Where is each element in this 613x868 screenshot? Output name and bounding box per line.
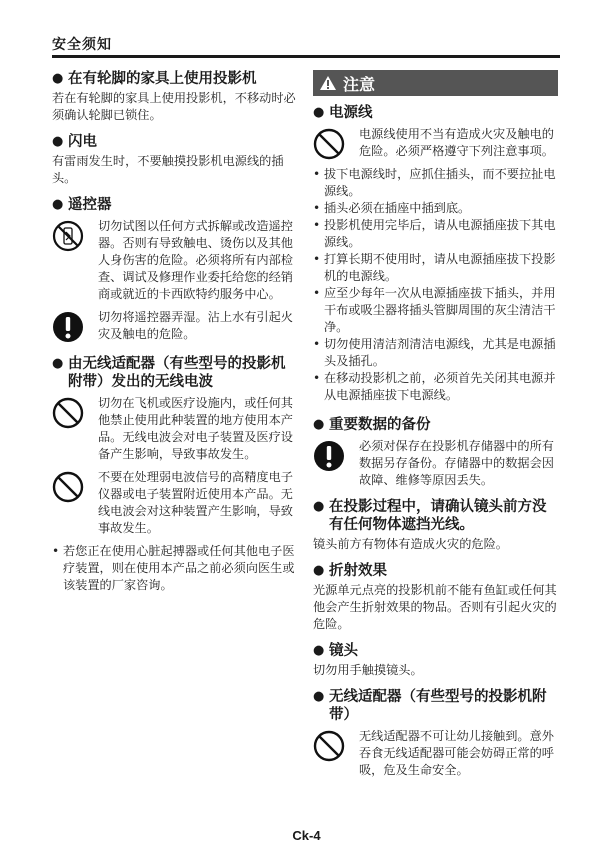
warning-row (52, 309, 297, 343)
bullet-icon: ● (313, 417, 325, 432)
exclamation-icon (313, 438, 355, 472)
prohibited-icon (52, 395, 94, 429)
section-heading: ● 遥控器 (52, 197, 112, 213)
section-heading: ● 在投影过程中，请确认镜头前方没有任何物体遮挡光线。 (313, 499, 547, 533)
warning-row (52, 218, 297, 303)
list-item: • 打算长期不使用时，请从电源插座拔下投影机的电源线。 (313, 251, 558, 285)
bullet-icon: ● (313, 689, 325, 704)
section-heading: ● 无线适配器（有些型号的投影机附带） (313, 689, 547, 723)
section-text: 镜头前方有物体有造成火灾的危险。 (313, 537, 508, 551)
bullet-icon: ● (52, 356, 64, 371)
bullet-icon: ● (52, 197, 64, 212)
warning-row (313, 728, 558, 779)
section-lens-obstruct (313, 498, 558, 553)
list-item: • 拔下电源线时，应抓住插头，而不要拉扯电源线。 (313, 166, 558, 200)
prohibited-icon (52, 469, 94, 503)
list-item: • 在移动投影机之前，必须首先关闭其电源并从电源插座拔下电源线。 (313, 370, 558, 404)
section-heading: ● 由无线适配器（有些型号的投影机附带）发出的无线电波 (52, 356, 286, 390)
section-lens (313, 642, 558, 679)
note-list (52, 543, 297, 594)
header-rule (52, 55, 560, 58)
power-cord-list (313, 166, 558, 404)
section-adapter (313, 688, 558, 779)
bullet-icon: ● (52, 134, 64, 149)
section-text: 有雷雨发生时，不要触摸投影机电源线的插头。 (52, 154, 284, 185)
section-casters (52, 70, 297, 124)
no-disassemble-icon (52, 218, 94, 252)
prohibited-icon (313, 728, 355, 762)
list-item: • 切勿使用清洁剂清洁电源线，尤其是电源插头及插孔。 (313, 336, 558, 370)
prohibited-icon (313, 126, 355, 160)
left-column (52, 70, 297, 603)
section-backup (313, 416, 558, 489)
section-remote (52, 196, 297, 343)
section-text: 若在有轮脚的家具上使用投影机，不移动时必须确认轮脚已锁住。 (52, 91, 296, 122)
bullet-icon: ● (52, 71, 64, 86)
section-heading: ● 电源线 (313, 105, 373, 121)
section-heading: ● 闪电 (52, 134, 97, 150)
bullet-icon: ● (313, 643, 325, 658)
list-item: • 插头必须在插座中插到底。 (313, 200, 558, 217)
section-heading: ● 折射效果 (313, 563, 387, 579)
page-header-title: 安全须知 (52, 37, 112, 53)
right-column (313, 70, 558, 788)
section-heading: ● 在有轮脚的家具上使用投影机 (52, 71, 257, 87)
section-reflection (313, 562, 558, 633)
section-power-cord (313, 104, 558, 404)
warning-row (313, 438, 558, 489)
warning-text: 切勿试图以任何方式拆解或改造遥控器。否则有导致触电、烫伤以及其他人身伤害的危险。必须将所有内部检查、调试及修理作业委托给您的经销商或就近的卡西欧特约服务中心。 (98, 219, 293, 301)
warning-triangle-icon (319, 75, 337, 91)
warning-row (52, 469, 297, 537)
exclamation-icon (52, 309, 94, 343)
section-heading: ● 镜头 (313, 643, 358, 659)
bullet-icon: ● (313, 105, 325, 120)
list-item: • 应至少每年一次从电源插座拔下插头，并用干布或吸尘器将插头管脚周围的灰尘清洁干净。 (313, 285, 558, 336)
bullet-icon: ● (313, 563, 325, 578)
warning-text: 无线适配器不可让幼儿接触到。意外吞食无线适配器可能会妨碍正常的呼吸，危及生命安全。 (359, 729, 554, 777)
warning-row (52, 395, 297, 463)
bullet-icon: ● (313, 499, 325, 514)
page-number: Ck-4 (292, 828, 321, 843)
warning-text: 切勿在飞机或医疗设施内，或任何其他禁止使用此种装置的地方使用本产品。无线电波会对电子装置及医疗设备产生影响，导致事故发生。 (98, 396, 293, 461)
banner-label: 注意 (343, 74, 376, 94)
list-item: • 若您正在使用心脏起搏器或任何其他电子医疗装置，则在使用本产品之前必须向医生或该装置的厂家咨询。 (52, 543, 297, 594)
warning-text: 切勿将遥控器弄湿。沾上水有引起火灾及触电的危险。 (98, 310, 293, 341)
warning-text: 电源线使用不当有造成火灾及触电的危险。必须严格遵守下列注意事项。 (359, 127, 554, 158)
warning-text: 必须对保存在投影机存储器中的所有数据另存备份。存储器中的数据会因故障、维修等原因丢失。 (359, 439, 554, 487)
section-text: 光源单元点亮的投影机前不能有鱼缸或任何其他会产生折射效果的物品。否则有引起火灾的危险。 (313, 583, 557, 631)
section-heading: ● 重要数据的备份 (313, 417, 431, 433)
section-text: 切勿用手触摸镜头。 (313, 663, 423, 677)
caution-banner (313, 70, 558, 96)
list-item: • 投影机使用完毕后，请从电源插座拔下其电源线。 (313, 217, 558, 251)
warning-text: 不要在处理弱电波信号的高精度电子仪器或电子装置附近使用本产品。无线电波会对这种装置产生影响，导致事故发生。 (98, 470, 293, 535)
section-lightning (52, 133, 297, 187)
warning-row (313, 126, 558, 160)
section-wireless (52, 355, 297, 594)
